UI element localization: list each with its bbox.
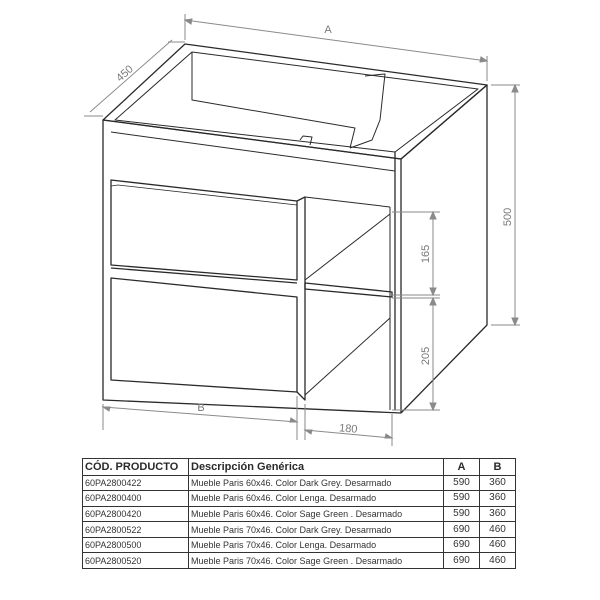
- description-cell: Mueble Paris 60x46. Color Dark Grey. Desarmado: [189, 475, 444, 491]
- dim-open-width-label: 180: [338, 422, 358, 436]
- table-row: [83, 522, 516, 538]
- a-value-cell: 590: [444, 475, 480, 491]
- b-value-cell: 360: [480, 506, 516, 522]
- description-cell: Mueble Paris 60x46. Color Sage Green . Desarmado: [189, 506, 444, 522]
- a-value-cell: 590: [444, 506, 480, 522]
- description-cell: Mueble Paris 70x46. Color Sage Green . Desarmado: [189, 553, 444, 569]
- b-value-cell: 460: [480, 553, 516, 569]
- b-value-cell: 360: [480, 475, 516, 491]
- dim-depth-label: 450: [114, 63, 136, 85]
- dim-a-label: A: [324, 24, 332, 36]
- table-row: [83, 475, 516, 491]
- product-code-cell: 60PA2800400: [83, 491, 189, 507]
- product-spec-table: [82, 458, 516, 569]
- dim-shelf-upper-label: 165: [420, 244, 432, 264]
- table-row: [83, 537, 516, 553]
- a-value-cell: 690: [444, 522, 480, 538]
- description-cell: Mueble Paris 70x46. Color Lenga. Desarmado: [189, 537, 444, 553]
- b-value-cell: 360: [480, 491, 516, 507]
- b-value-cell: 460: [480, 537, 516, 553]
- header-a: A: [444, 459, 480, 476]
- header-product-code: CÓD. PRODUCTO: [83, 459, 189, 476]
- a-value-cell: 590: [444, 491, 480, 507]
- description-cell: Mueble Paris 60x46. Color Lenga. Desarmado: [189, 491, 444, 507]
- table-row: [83, 491, 516, 507]
- table-header-row: [83, 459, 516, 476]
- header-description: Descripción Genérica: [189, 459, 444, 476]
- a-value-cell: 690: [444, 553, 480, 569]
- product-code-cell: 60PA2800420: [83, 506, 189, 522]
- b-value-cell: 460: [480, 522, 516, 538]
- dim-height-label: 500: [502, 207, 514, 227]
- dim-b-label: B: [197, 402, 205, 414]
- product-code-cell: 60PA2800522: [83, 522, 189, 538]
- product-code-cell: 60PA2800422: [83, 475, 189, 491]
- dimension-lines: [84, 14, 520, 446]
- table-row: [83, 506, 516, 522]
- dim-shelf-lower-label: 205: [420, 346, 432, 366]
- header-b: B: [480, 459, 516, 476]
- product-code-cell: 60PA2800520: [83, 553, 189, 569]
- product-code-cell: 60PA2800500: [83, 537, 189, 553]
- table-row: [83, 553, 516, 569]
- description-cell: Mueble Paris 70x46. Color Dark Grey. Desarmado: [189, 522, 444, 538]
- a-value-cell: 690: [444, 537, 480, 553]
